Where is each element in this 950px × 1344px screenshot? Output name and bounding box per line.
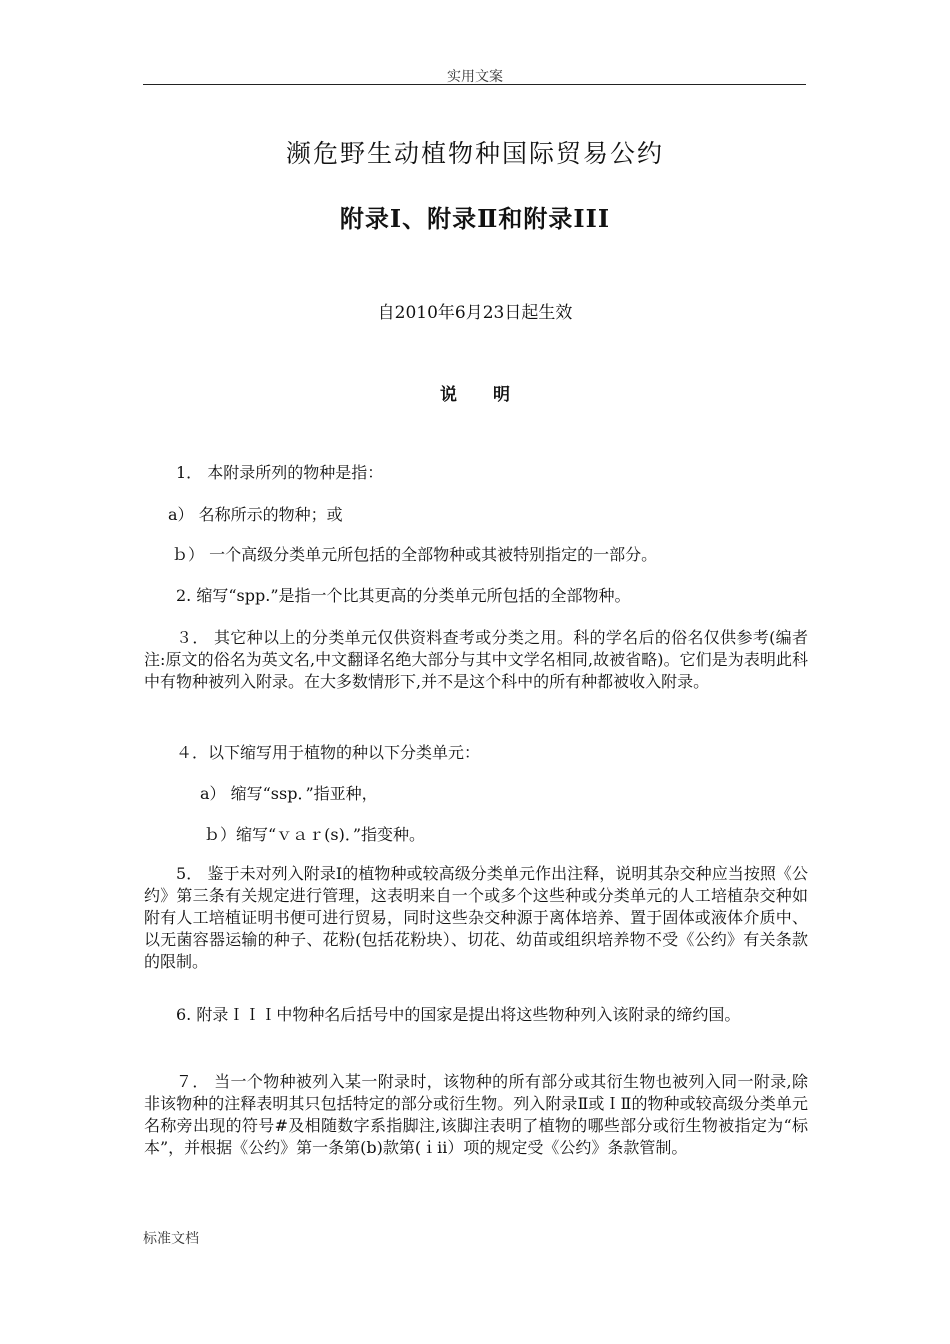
- item-6-paragraph: 6. 附录ＩＩＩ中物种名后括号中的国家是提出将这些物种列入该附录的缔约国。: [176, 1005, 741, 1024]
- item-4a: a） 缩写“ssp．”指亚种，: [200, 784, 378, 803]
- item-3-paragraph: ３． 其它种以上的分类单元仅供资料查考或分类之用。科的学名后的俗名仅供参考(编者注:原文的俗名为英文名,中文翻译名绝大部分与其中文学名相同,故被省略)。它们是为表明此科中有物种被列入附录。在大多数情形下,并不是这个科中的所有种都被收入附录。: [144, 628, 808, 691]
- item-1-intro: 1． 本附录所列的物种是指：: [176, 463, 384, 482]
- item-2: 2. 缩写“spp.”是指一个比其更高的分类单元所包括的全部物种。: [176, 586, 631, 605]
- document-subtitle: 附录Ⅰ、附录Ⅱ和附录III: [339, 204, 611, 233]
- page-footer: 标准文档: [143, 1231, 199, 1247]
- item-5-paragraph: 5． 鉴于未对列入附录Ⅰ的植物种或较高级分类单元作出注释，说明其杂交种应当按照《公约》第三条有关规定进行管理，这表明来自一个或多个这些种或分类单元的人工培植杂交种如附有人工培植证明书便可进行贸易，同时这些杂交种源于离体培养、置于固体或液体介质中、以无菌容器运输的种子、花粉(包括花粉块）、切花、幼苗或组织培养物不受《公约》有关条款的限制。: [144, 864, 808, 971]
- item-1b: ｂ） 一个高级分类单元所包括的全部物种或其被特别指定的一部分。: [172, 545, 658, 564]
- item-4-intro: ４．以下缩写用于植物的种以下分类单元：: [176, 743, 481, 762]
- item-7-paragraph: ７． 当一个物种被列入某一附录时，该物种的所有部分或其衍生物也被列入同一附录,除非该物种的注释表明其只包括特定的部分或衍生物。列入附录Ⅱ或ＩⅡ的物种或较高级分类单元名称旁出现的符号#及相随数字系指脚注,该脚注表明了植物的哪些部分或衍生物被指定为“标本”，并根据《公约》第一条第(b)款第(ｉii）项的规定受《公约》条款管制。: [144, 1072, 808, 1157]
- effective-date: 自2010年6月23日起生效: [377, 303, 573, 323]
- page-header: 实用文案: [447, 69, 503, 85]
- document-title: 濒危野生动植物种国际贸易公约: [285, 139, 664, 168]
- item-4b: ｂ）缩写“ｖａｒ(s)．”指变种。: [204, 825, 426, 844]
- item-1a: a） 名称所示的物种；或: [168, 505, 343, 524]
- header-divider: [143, 84, 806, 85]
- section-heading: 说明: [440, 385, 546, 405]
